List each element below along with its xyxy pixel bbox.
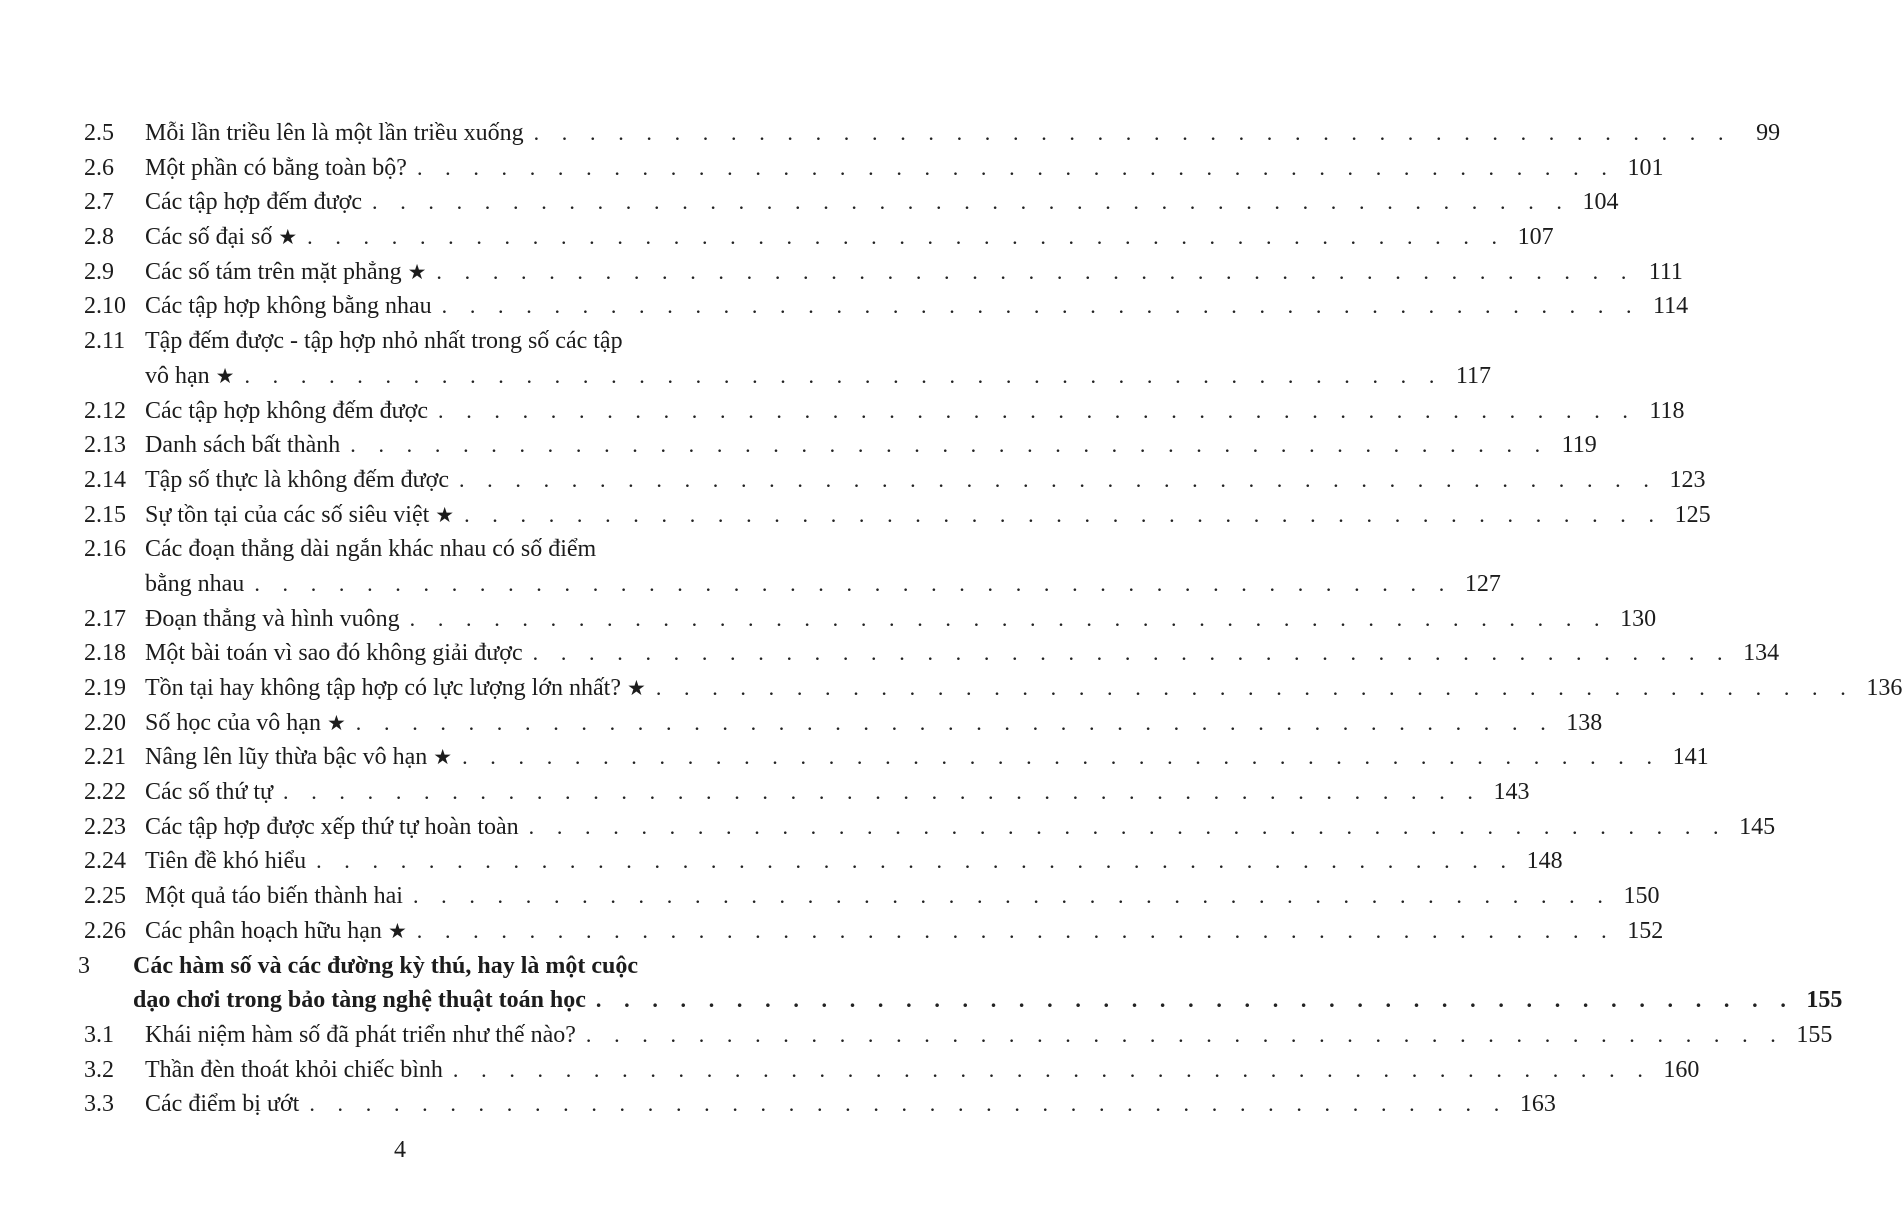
star-icon: ★ xyxy=(278,225,298,250)
toc-entry-title: Các tập hợp đếm được xyxy=(145,189,362,216)
star-icon: ★ xyxy=(407,259,427,284)
toc-entry-title: dạo chơi trong bảo tàng nghệ thuật toán học xyxy=(133,987,586,1014)
star-icon: ★ xyxy=(215,363,235,388)
leader-dots: . . . . . . . . . . . . . . . . . . . . . . . . . . . . . . . . . . . . . . . . . . . xyxy=(452,1056,1652,1082)
toc-entry xyxy=(0,983,1843,1018)
toc-entry xyxy=(0,394,1685,429)
toc-entry-number: 2.21 xyxy=(84,744,126,771)
leader-dots: . . . . . . . . . . . . . . . . . . . . . . . . . . . . . . . . . . . . . . . . . . . xyxy=(532,640,1732,666)
star-icon: ★ xyxy=(387,918,407,943)
toc-entry-number: 2.12 xyxy=(84,397,126,424)
toc-entry xyxy=(0,185,1619,220)
toc-entry xyxy=(0,359,1491,394)
star-icon: ★ xyxy=(627,676,646,700)
toc-entry-title: Các tập hợp được xếp thứ tự hoàn toàn xyxy=(145,813,519,840)
toc-entry xyxy=(0,810,1776,845)
toc-entry-line xyxy=(145,220,1554,255)
toc-entry-page: 104 xyxy=(1582,189,1619,216)
toc-entry-page: 101 xyxy=(1627,154,1664,181)
toc-entry-page: 107 xyxy=(1517,224,1554,251)
toc-entry-title: Các số đại số xyxy=(145,224,273,251)
toc-entry-number: 2.11 xyxy=(84,328,126,355)
toc-entry-line xyxy=(145,289,1689,324)
leader-dots: . . . . . . . . . . . . . . . . . . . . . . . . . . . . . . . . . . . . . . . . . . . xyxy=(464,501,1663,527)
toc-entry-line xyxy=(145,394,1685,429)
toc-entry-title: vô hạn xyxy=(145,362,210,389)
toc-entry-number: 2.8 xyxy=(84,224,114,251)
toc-entry-title: Các điểm bị ướt xyxy=(145,1091,300,1118)
toc-entry-page: 160 xyxy=(1663,1056,1700,1083)
leader-dots: . . . . . . . . . . . . . . . . . . . . . . . . . . . . . . . . . . . . . . . . . . . xyxy=(409,605,1609,631)
toc-entry-number: 2.23 xyxy=(84,813,126,840)
toc-entry-number: 2.20 xyxy=(84,709,126,736)
toc-entry-page: 163 xyxy=(1519,1091,1556,1118)
leader-dots: . . . . . . . . . . . . . . . . . . . . . . . . . . . . . . . . . . . . . . . . . . . xyxy=(462,744,1661,770)
toc-entry-title: Số học của vô hạn xyxy=(145,709,321,736)
toc-entry-number: 3.2 xyxy=(84,1056,114,1083)
toc-entry-title: Các tập hợp không đếm được xyxy=(145,397,428,424)
toc-entry xyxy=(0,255,1683,290)
toc-entry-line xyxy=(145,914,1664,949)
toc-entry-line xyxy=(145,498,1711,533)
toc-entry-page: 155 xyxy=(1796,1021,1833,1048)
toc-entry-title: Sự tồn tại của các số siêu việt xyxy=(145,501,430,528)
toc-entry-number: 2.16 xyxy=(84,536,126,563)
leader-dots: . . . . . . . . . . . . . . . . . . . . . . . . . . . . . . . . . . . . . . . . . . . xyxy=(355,709,1555,735)
leader-dots: . . . . . . . . . . . . . . . . . . . . . . . . . . . . . . . . . . . . . . . . . . . xyxy=(436,258,1635,284)
leader-dots: . . . . . . . . . . . . . . . . . . . . . . . . . . . . . . . . . . . . . . . . . . . xyxy=(655,675,1855,700)
toc-entry-line xyxy=(145,706,1603,741)
toc-entry xyxy=(0,949,800,984)
toc-entry-line xyxy=(145,463,1706,498)
toc-entry-number: 2.24 xyxy=(84,848,126,875)
toc-entry-line xyxy=(145,116,1781,151)
toc-entry-page: 117 xyxy=(1455,362,1491,389)
toc-entry-page: 148 xyxy=(1526,848,1563,875)
leader-dots: . . . . . . . . . . . . . . . . . . . . . . . . . . . . . . . . . . . . . . . . . . . xyxy=(416,917,1616,943)
toc-entry-title: Các đoạn thẳng dài ngắn khác nhau có số điểm xyxy=(145,536,597,563)
toc-entry xyxy=(0,602,1657,637)
toc-entry xyxy=(0,532,800,567)
toc-entry-line xyxy=(145,740,1709,775)
leader-dots: . . . . . . . . . . . . . . . . . . . . . . . . . . . . . . . . . . . . . . . . . . . xyxy=(595,987,1795,1013)
toc-entry-line xyxy=(145,428,1597,463)
toc-entry-page: 134 xyxy=(1743,640,1780,667)
leader-dots: . . . . . . . . . . . . . . . . . . . . . . . . . . . . . . . . . . . . . . . . . . . xyxy=(458,466,1658,492)
toc-entry-page: 138 xyxy=(1566,709,1603,736)
toc-entry xyxy=(0,220,1554,255)
toc-entry-page: 152 xyxy=(1627,917,1664,944)
toc-entry-title: Khái niệm hàm số đã phát triển như thế nào? xyxy=(145,1021,576,1048)
toc-entry xyxy=(0,324,800,359)
toc-entry-title: Các phân hoạch hữu hạn xyxy=(145,917,382,944)
toc-entry xyxy=(0,706,1603,741)
toc-entry-title: Nâng lên lũy thừa bậc vô hạn xyxy=(145,744,428,771)
toc-entry xyxy=(0,116,1781,151)
toc-entry-number: 2.7 xyxy=(84,189,114,216)
toc-entry xyxy=(0,775,1530,810)
leader-dots: . . . . . . . . . . . . . . . . . . . . . . . . . . . . . . . . . . . . . . . . . . . xyxy=(416,154,1616,180)
toc-entry-page: 119 xyxy=(1561,432,1597,459)
toc-entry-number: 2.13 xyxy=(84,432,126,459)
toc-entry xyxy=(0,914,1664,949)
toc-entry xyxy=(0,879,1660,914)
toc-entry-line xyxy=(145,810,1776,845)
star-icon: ★ xyxy=(326,710,346,735)
toc-entry-line xyxy=(145,775,1530,810)
toc-entry-title: Các số tám trên mặt phẳng xyxy=(145,258,402,285)
leader-dots: . . . . . . . . . . . . . . . . . . . . . . . . . . . . . . . . . . . . . . . . . . . xyxy=(533,120,1733,145)
toc-entry-line xyxy=(145,844,1563,879)
toc-entry xyxy=(0,740,1709,775)
toc-entry-page: 114 xyxy=(1653,293,1689,320)
toc-entry-title: Đoạn thẳng và hình vuông xyxy=(145,605,400,632)
toc-entry-page: 145 xyxy=(1739,813,1776,840)
toc-entry-line xyxy=(145,1018,1833,1053)
toc-entry-number: 2.15 xyxy=(84,501,126,528)
toc-entry-title: Một quả táo biến thành hai xyxy=(145,883,403,910)
toc-entry xyxy=(0,567,1501,602)
leader-dots: . . . . . . . . . . . . . . . . . . . . . . . . . . . . . . . . . . . . . . . . . . . xyxy=(244,362,1443,388)
toc-entry-page: 150 xyxy=(1623,883,1660,910)
toc-entry-page: 130 xyxy=(1620,605,1657,632)
toc-entry-title: Danh sách bất thành xyxy=(145,432,341,459)
toc-entry-line xyxy=(145,567,1501,602)
toc-entry-title: Tập đếm được - tập hợp nhỏ nhất trong số các tập xyxy=(145,328,623,355)
star-icon: ★ xyxy=(433,745,453,770)
toc-entry xyxy=(0,671,1902,706)
toc-entry-line xyxy=(145,602,1657,637)
toc-entry-page: 127 xyxy=(1464,570,1501,597)
toc-entry-line xyxy=(145,671,1902,706)
leader-dots: . . . . . . . . . . . . . . . . . . . . . . . . . . . . . . . . . . . . . . . . . . . xyxy=(585,1021,1785,1047)
toc-entry-line xyxy=(145,1087,1556,1122)
toc-entry xyxy=(0,151,1664,186)
toc-entry-line xyxy=(145,1053,1700,1088)
toc-entry-line xyxy=(145,255,1683,290)
leader-dots: . . . . . . . . . . . . . . . . . . . . . . . . . . . . . . . . . . . . . . . . . . . xyxy=(528,813,1728,839)
leader-dots: . . . . . . . . . . . . . . . . . . . . . . . . . . . . . . . . . . . . . . . . . . . xyxy=(307,224,1506,250)
toc-entry-title: Tồn tại hay không tập hợp có lực lượng lớn nhất? xyxy=(145,675,621,701)
leader-dots: . . . . . . . . . . . . . . . . . . . . . . . . . . . . . . . . . . . . . . . . . . . xyxy=(254,570,1453,596)
toc-entry-number: 3 xyxy=(78,952,90,979)
leader-dots: . . . . . . . . . . . . . . . . . . . . . . . . . . . . . . . . . . . . . . . . . . . xyxy=(309,1091,1508,1117)
leader-dots: . . . . . . . . . . . . . . . . . . . . . . . . . . . . . . . . . . . . . . . . . . . xyxy=(372,189,1571,215)
toc-entry xyxy=(0,636,1780,671)
toc-entry-line xyxy=(145,359,1491,394)
toc-entry-title: Mỗi lần triều lên là một lần triều xuống xyxy=(145,120,524,146)
toc-entry-title: Các tập hợp không bằng nhau xyxy=(145,293,432,320)
toc-entry-number: 2.5 xyxy=(84,120,114,146)
toc-entry-number: 2.26 xyxy=(84,917,126,944)
toc-entry-title: Tiên đề khó hiểu xyxy=(145,848,307,875)
toc-entry xyxy=(0,1053,1700,1088)
leader-dots: . . . . . . . . . . . . . . . . . . . . . . . . . . . . . . . . . . . . . . . . . . . xyxy=(438,397,1637,423)
toc-entry-line xyxy=(145,151,1664,186)
toc-entry-number: 2.9 xyxy=(84,258,114,285)
page-number: 4 xyxy=(394,1137,406,1163)
toc-entry-number: 2.6 xyxy=(84,154,114,181)
toc-entry-line xyxy=(145,185,1619,220)
toc-entry-line xyxy=(145,879,1660,914)
toc-entry-page: 141 xyxy=(1672,744,1709,771)
toc-entry-number: 2.22 xyxy=(84,779,126,806)
toc-entry-number: 2.19 xyxy=(84,675,126,701)
toc-entry-number: 3.1 xyxy=(84,1021,114,1048)
toc-entry xyxy=(0,428,1597,463)
toc-entry-title: Các hàm số và các đường kỳ thú, hay là một cuộc xyxy=(133,952,639,979)
toc-entry-number: 2.17 xyxy=(84,605,126,632)
star-icon: ★ xyxy=(435,502,455,527)
toc-entry xyxy=(0,289,1689,324)
toc-entry-line xyxy=(133,983,1843,1018)
toc-entry xyxy=(0,1018,1833,1053)
toc-entry xyxy=(0,1087,1556,1122)
toc-entry-page: 125 xyxy=(1674,501,1711,528)
toc-entry xyxy=(0,463,1706,498)
toc-entry-number: 2.25 xyxy=(84,883,126,910)
toc-entry xyxy=(0,844,1563,879)
toc-entry-page: 123 xyxy=(1669,466,1706,493)
toc-entry-page: 143 xyxy=(1493,779,1530,806)
toc-entry-title: Một phần có bằng toàn bộ? xyxy=(145,154,407,181)
toc-entry-number: 2.14 xyxy=(84,466,126,493)
toc-entry-title: Các số thứ tự xyxy=(145,779,274,806)
table-of-contents xyxy=(0,116,1902,1122)
toc-entry-line xyxy=(145,636,1780,671)
toc-entry-page: 118 xyxy=(1649,397,1685,424)
toc-entry xyxy=(0,498,1711,533)
toc-entry-line xyxy=(133,949,733,984)
toc-entry-number: 3.3 xyxy=(84,1091,114,1118)
toc-entry-page: 136 xyxy=(1866,675,1902,701)
toc-entry-line xyxy=(145,532,733,567)
leader-dots: . . . . . . . . . . . . . . . . . . . . . . . . . . . . . . . . . . . . . . . . . . . xyxy=(441,293,1641,319)
toc-entry-title: Một bài toán vì sao đó không giải được xyxy=(145,640,523,667)
toc-entry-title: Thần đèn thoát khỏi chiếc bình xyxy=(145,1056,443,1083)
toc-entry-page: 111 xyxy=(1648,258,1683,285)
toc-entry-title: Tập số thực là không đếm được xyxy=(145,466,449,493)
toc-entry-title: bằng nhau xyxy=(145,570,245,597)
leader-dots: . . . . . . . . . . . . . . . . . . . . . . . . . . . . . . . . . . . . . . . . . . . xyxy=(283,779,1482,805)
toc-entry-number: 2.18 xyxy=(84,640,126,667)
leader-dots: . . . . . . . . . . . . . . . . . . . . . . . . . . . . . . . . . . . . . . . . . . . xyxy=(412,883,1612,909)
toc-entry-page: 155 xyxy=(1806,987,1843,1014)
toc-entry-line xyxy=(145,324,733,359)
toc-entry-number: 2.10 xyxy=(84,293,126,320)
toc-entry-page: 99 xyxy=(1756,120,1781,146)
leader-dots: . . . . . . . . . . . . . . . . . . . . . . . . . . . . . . . . . . . . . . . . . . . xyxy=(316,848,1515,874)
leader-dots: . . . . . . . . . . . . . . . . . . . . . . . . . . . . . . . . . . . . . . . . . . . xyxy=(350,432,1549,458)
